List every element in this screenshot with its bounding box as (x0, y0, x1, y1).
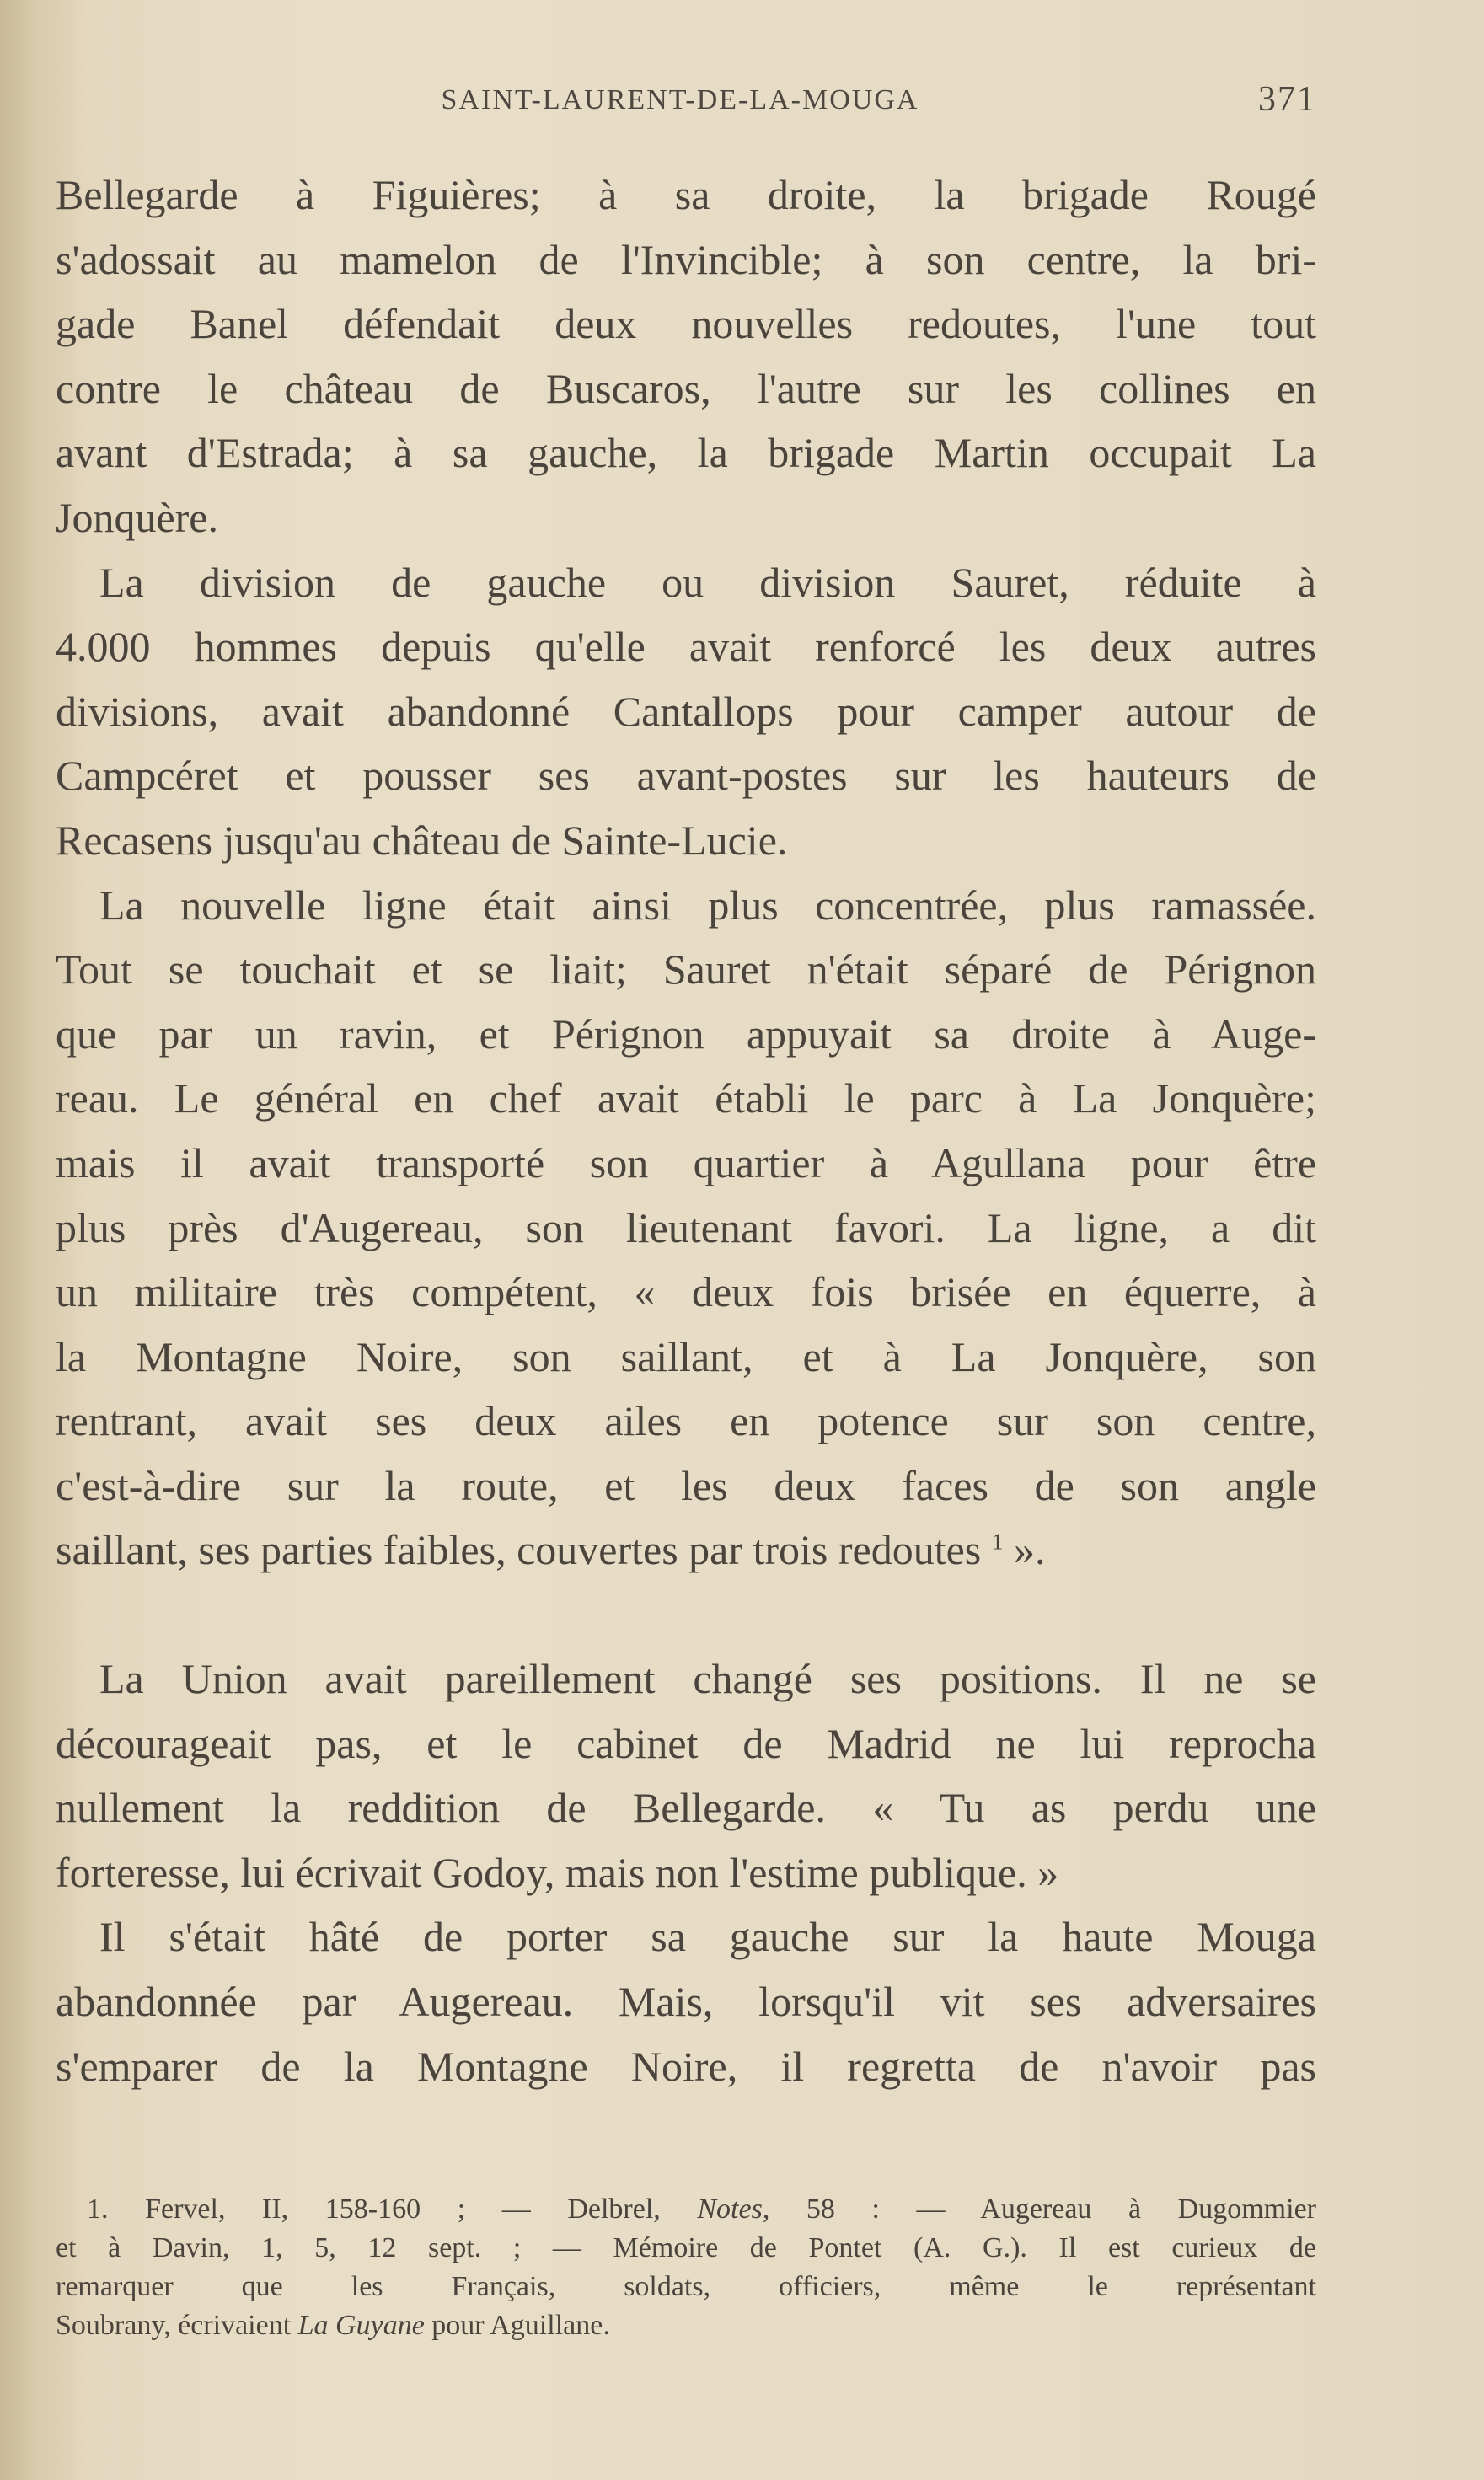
footnote (56, 2190, 1316, 2345)
text-segment: saillant, ses parties faibles, couvertes par trois redoutes (56, 1526, 982, 1574)
text-line: que par un ravin, et Pérignon appuyait sa droite à Auge- (56, 1010, 1316, 1058)
text-segment: ». (1003, 1526, 1046, 1574)
text-line: contre le château de Buscaros, l'autre sur les collines en (56, 364, 1316, 412)
text-line: La division de gauche ou division Sauret, réduite à (99, 558, 1316, 606)
text-line: un militaire très compétent, « deux fois brisée en équerre, à (56, 1268, 1316, 1316)
text-line: Campcéret et pousser ses avant-postes sur les hauteurs de (56, 752, 1316, 800)
running-title: SAINT-LAURENT-DE-LA-MOUGA (441, 84, 919, 115)
footnote-line (56, 2306, 1316, 2345)
text-line: Jonquère. (56, 493, 218, 541)
text-segment: 1. Fervel, II, 158-160 ; — Delbrel, (87, 2193, 698, 2225)
text-line: plus près d'Augereau, son lieutenant favori. La ligne, a dit (56, 1203, 1316, 1251)
text-segment: , 58 : — Augereau à Dugommier (762, 2193, 1316, 2225)
text-line: 4.000 hommes depuis qu'elle avait renforcé les deux autres (56, 623, 1316, 671)
text-line: La Union avait pareillement changé ses positions. Il ne se (99, 1655, 1316, 1702)
page-number: 371 (1258, 80, 1316, 119)
italic-title: La Guyane (297, 2310, 425, 2341)
text-segment: pour Aguillane. (424, 2310, 610, 2341)
text-line: forteresse, lui écrivait Godoy, mais non l'estime publique. » (56, 1848, 1059, 1896)
body-paragraphs-2 (56, 1647, 1316, 2098)
text-line: mais il avait transporté son quartier à Agullana pour être (56, 1138, 1316, 1186)
text-segment: Soubrany, écrivaient (56, 2310, 298, 2341)
text-line: la Montagne Noire, son saillant, et à La Jonquère, son (56, 1332, 1316, 1380)
text-line: Il s'était hâté de porter sa gauche sur la haute Mouga (99, 1913, 1316, 1961)
body-paragraphs-1 (56, 163, 1316, 1583)
text-line: s'emparer de la Montagne Noire, il regretta de n'avoir pas (56, 2042, 1316, 2090)
footnote-line: et à Davin, 1, 5, 12 sept. ; — Mémoire de Pontet (A. G.). Il est curieux de (56, 2232, 1316, 2263)
text-line: rentrant, avait ses deux ailes en potence sur son centre, (56, 1397, 1316, 1445)
text-line: La nouvelle ligne était ainsi plus concentrée, plus ramassée. (99, 881, 1316, 929)
text-line: nullement la reddition de Bellegarde. « Tu as perdu une (56, 1784, 1316, 1832)
text-line: s'adossait au mamelon de l'Invincible; à son centre, la bri- (56, 235, 1316, 283)
text-line: avant d'Estrada; à sa gauche, la brigade Martin occupait La (56, 429, 1316, 477)
text-line: divisions, avait abandonné Cantallops pour camper autour de (56, 687, 1316, 735)
text-line: décourageait pas, et le cabinet de Madrid ne lui reprocha (56, 1719, 1316, 1767)
footnote-reference[interactable]: 1 (991, 1528, 1004, 1555)
text-line: gade Banel défendait deux nouvelles redoutes, l'une tout (56, 300, 1316, 348)
footnote-line: remarquer que les Français, soldats, officiers, même le représentant (56, 2271, 1316, 2302)
text-line: abandonnée par Augereau. Mais, lorsqu'il vit ses adversaires (56, 1977, 1316, 2025)
italic-title: Notes (697, 2193, 763, 2225)
text-line: c'est-à-dire sur la route, et les deux faces de son angle (56, 1461, 1316, 1509)
text-line: Bellegarde à Figuières; à sa droite, la brigade Rougé (56, 171, 1316, 218)
text-line: Tout se touchait et se liait; Sauret n'était séparé de Pérignon (56, 945, 1316, 994)
text-line: Recasens jusqu'au château de Sainte-Lucie. (56, 816, 788, 864)
footnote-line (56, 2190, 1316, 2229)
text-line: reau. Le général en chef avait établi le parc à La Jonquère; (56, 1074, 1316, 1122)
text-line (56, 1518, 1316, 1583)
